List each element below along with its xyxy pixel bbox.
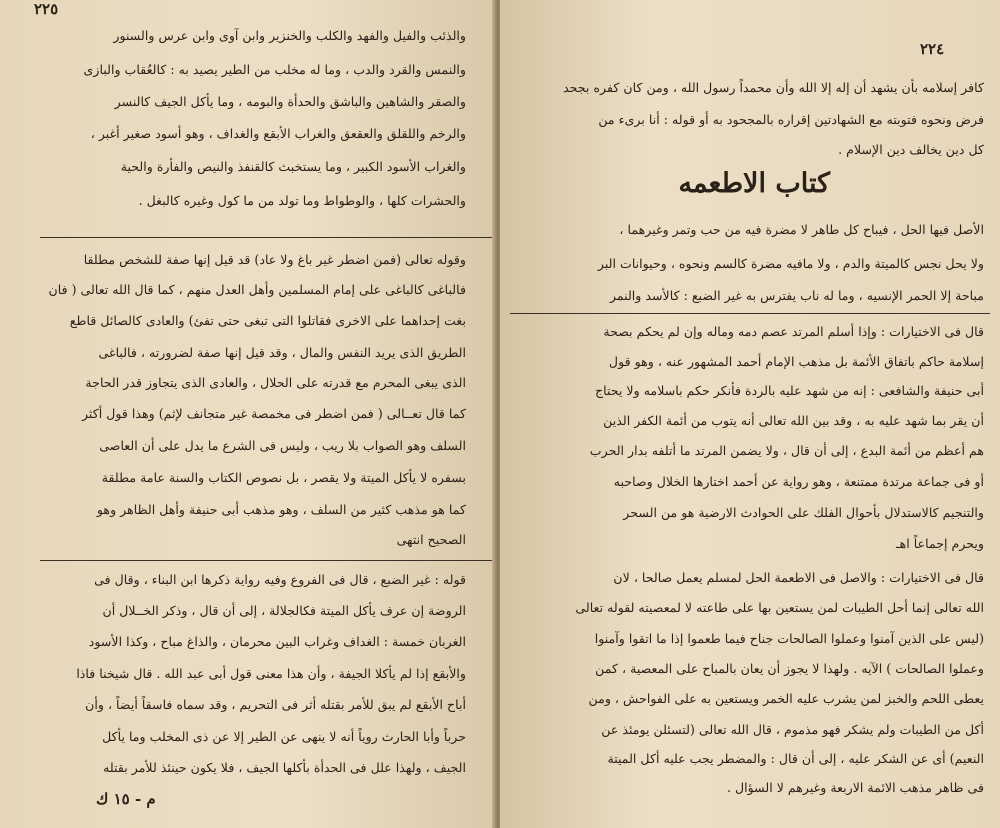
text-line: الغربان خمسة : الغداف وغراب البين محرمان ، والذاغ مباح ، وكذا الأسود: [88, 634, 466, 649]
text-line: الروضة إن عرف يأكل الميتة فكالجلالة ، إلى أن قال ، وذكر الخــلال أن: [102, 603, 466, 618]
chapter-title: كتاب الاطعمه: [678, 168, 830, 199]
text-line: حرباً وأبا الحارث روياً أنه لا ينهى عن الطير إلا عن ذى المخلب وما يأكل: [102, 729, 466, 744]
text-line: والأبقع إذا لم يأكلا الجيفة ، وأن هذا معنى قول أبى عبد الله . قال شيخنا فاذا: [76, 666, 466, 681]
text-line: كما هو مذهب كثير من السلف ، وهو مذهب أبى حنيفة وأهل الظاهر وهو: [96, 502, 466, 517]
text-line: والغراب الأسود الكبير ، وما يستخبث كالقنفذ والنيص والفأرة والحية: [120, 159, 466, 174]
divider-line: [510, 313, 990, 314]
text-line: يعطى اللحم والخبز لمن يشرب عليه الخمر ويستعين به على الفواحش ، ومن: [588, 691, 984, 706]
right-page: [500, 0, 1000, 828]
divider-line: [40, 560, 492, 561]
text-line: والصقر والشاهين والباشق والحدأة والبومه ، وما يأكل الجيف كالنسر: [114, 94, 466, 109]
text-line: الصحيح انتهى: [396, 532, 466, 547]
text-line: إسلامة حاكم باتفاق الأئمة بل مذهب الإمام أحمد المشهور عنه ، وهو قول: [608, 354, 984, 369]
text-line: قال فى الاختيارات : وإذا أسلم المرتد عصم دمه وماله وإن لم يحكم بصحة: [603, 324, 984, 339]
text-line: الذى يبغى المحرم مع قدرته على الحلال ، والعادى الذى يتجاوز قدر الحاجة: [85, 375, 466, 390]
text-line: والنمس والقرد والدب ، وما له مخلب من الطير يصيد به : كالعُقاب والبازى: [83, 62, 466, 77]
text-line: بسفره لا يأكل الميتة ولا يقصر ، بل نصوص الكتاب والسنة عامة مطلقة: [101, 470, 466, 485]
text-line: (ليس على الذين آمنوا وعملوا الصالحات جناح فيما طعموا إذا ما اتقوا وآمنوا: [594, 631, 984, 646]
text-line: كل دين يخالف دين الإسلام .: [838, 142, 984, 157]
text-line: مباحة إلا الحمر الإنسيه ، وما له ناب يفترس به غير الضبع : كالأسد والنمر: [609, 288, 984, 303]
page-footer-signature: م - ١٥ ك: [96, 790, 156, 808]
text-line: أكل من الطيبات ولم يشكر فهو مذموم ، قال الله تعالى (لتسئلن يومئذ عن: [601, 722, 984, 737]
text-line: السلف وهو الصواب بلا ريب ، وليس فى الشرع ما يدل على أن العاصى: [99, 438, 466, 453]
text-line: الله تعالى إنما أحل الطيبات لمن يستعين بها على طاعته لا لمعصيته لقوله تعالى: [575, 600, 984, 615]
text-line: هم أعظم من أئمة البدع ، إلى أن قال ، ولا يضمن المرتد ما أتلفه بدار الحرب: [589, 443, 984, 458]
text-line: أن يقر بما شهد عليه به ، وقد بين الله تعالى أنه يتوب من أئمة الكفر الذين: [603, 413, 984, 428]
text-line: وعملوا الصالحات ) الآيه . ولهذا لا يجوز أن يعان بالمباح على المعصية ، كمن: [595, 661, 984, 676]
text-line: فرض ونحوه فتوبته مع الشهادتين إقراره بالمجحود به أو قوله : أنا برىء من: [598, 112, 984, 127]
text-line: بغت إحداهما على الاخرى فقاتلوا التى تبغى حتى تفئ) والعادى كالصائل قاطع: [69, 313, 466, 328]
text-line: فى ظاهر مذهب الائمة الاربعة وغيرهم لا السؤال .: [726, 780, 984, 795]
text-line: والذئب والفيل والفهد والكلب والخنزير وابن آوى وابن عرس والسنور: [113, 28, 466, 43]
text-line: ويحرم إجماعاً اهـ: [895, 536, 984, 551]
text-line: قال فى الاختيارات : والاصل فى الاطعمة الحل لمسلم يعمل صالحا ، لان: [613, 570, 984, 585]
text-line: فالباغى كالباغى على إمام المسلمين وأهل العدل منهم ، كما قال الله تعالى ( فان: [48, 282, 466, 297]
text-line: الطريق الذى يريد النفس والمال ، وقد قيل إنها صفة لضرورته ، فالباغى: [98, 345, 466, 360]
text-line: الأصل فيها الحل ، فيباح كل طاهر لا مضرة فيه من حب وتمر وغيرهما ،: [619, 222, 984, 237]
divider-line: [40, 237, 492, 238]
text-line: قوله : غير الضبع ، قال فى الفروع وفيه رواية ذكرها ابن البناء ، وقال فى: [94, 572, 466, 587]
text-line: كافر إسلامه بأن يشهد أن إله إلا الله وأن محمداً رسول الله ، ومن كان كفره بجحد: [563, 80, 984, 95]
text-line: أبى حنيفة والشافعى : إنه من شهد عليه بالردة فأنكر حكم باسلامه ولا يحتاج: [595, 383, 984, 398]
text-line: وقوله تعالى (فمن اضطر غير باغ ولا عاد) قد قيل إنها صفة للشخص مطلقا: [83, 252, 466, 267]
text-line: كما قال تعــالى ( فمن اضطر فى مخمصة غير متجانف لإثم) وهذا قول أكثر: [81, 406, 466, 421]
text-line: والحشرات كلها ، والوطواط وما تولد من ما كول وغيره كالبغل .: [138, 193, 466, 208]
text-line: ولا يحل نجس كالميتة والدم ، ولا مافيه مضرة كالسم ونحوه ، وحيوانات البر: [597, 256, 984, 271]
text-line: أباح الأبقع لم يبق للأمر بقتله أثر فى التحريم ، وقد سماه فاسقاً أيضاً ، وأن: [85, 697, 466, 712]
text-line: والتنجيم كالاستدلال بأحوال الفلك على الحوادث الارضية هو من السحر: [623, 505, 984, 520]
text-line: النعيم) أى عن الشكر عليه ، إلى أن قال : والمضطر يجب عليه أكل الميتة: [607, 751, 984, 766]
text-line: والرخم واللقلق والعقعق والغراب الأبقع والغداف ، وهو أسود صغير أغبر ،: [90, 126, 466, 141]
text-line: أو فى جماعة مرتدة ممتنعة ، وهو رواية عن أحمد اختارها الخلال وصاحبه: [613, 474, 984, 489]
left-page-number: ٢٢٥: [34, 0, 59, 18]
text-line: الجيف ، ولهذا علل فى الحدأة بأكلها الجيف ، فلا يكون حينئذ للأمر بقتله: [103, 760, 466, 775]
left-page: [0, 0, 496, 828]
right-page-number: ٢٢٤: [920, 40, 945, 58]
